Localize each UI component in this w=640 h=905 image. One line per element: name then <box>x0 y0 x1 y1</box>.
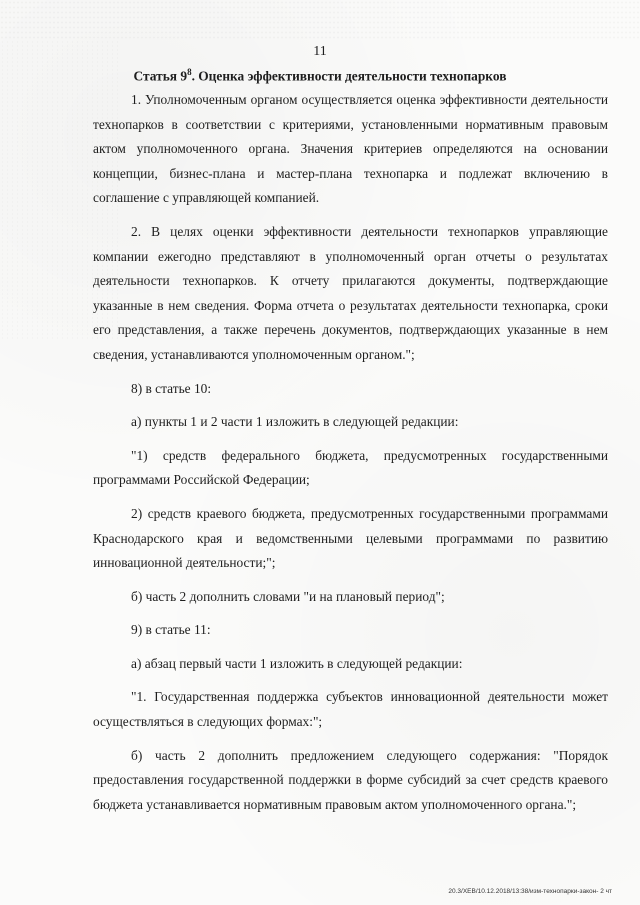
scan-noise-top <box>0 0 640 40</box>
article-heading-prefix: Статья 9 <box>133 68 188 84</box>
paragraph-3: 8) в статье 10: <box>131 380 212 396</box>
paragraph-8: 9) в статье 11: <box>131 622 211 638</box>
article-heading-superscript: 8 <box>187 67 192 77</box>
paragraph-4: а) пункты 1 и 2 части 1 изложить в следующей редакции: <box>131 414 459 430</box>
paragraph-5: "1) средств федерального бюджета, предусмотренных государственными программами Российской Федерации; <box>93 447 608 488</box>
paragraph-1: 1. Уполномоченным органом осуществляется оценка эффективности деятельности технопарков в соответствии с критериями, установленными нормативным правовым актом уполномоченного органа. Значения критериев определяются на основании концепции, бизнес-плана и мастер-плана технопарка и подлежат включению в соглашение с управляющей компанией. <box>93 92 608 206</box>
footer-reference: 20.3/ХЕВ/10.12.2018/13:38/изм-технопарки-закон- 2 чт <box>448 888 612 895</box>
paragraph-9: а) абзац первый части 1 изложить в следующей редакции: <box>131 655 463 671</box>
article-heading <box>0 67 640 84</box>
paragraph-2: 2. В целях оценки эффективности деятельности технопарков управляющие компании ежегодно представляют в уполномоченный орган отчеты о результатах деятельности технопарков. К отчету прилагаются документы, подтверждающие указанные в нем сведения. Форма отчета о результатах деятельности технопарка, сроки его представления, а также перечень документов, подтверждающих указанные в нем сведения, устанавливаются уполномоченным органом."; <box>93 223 608 362</box>
paragraph-6: 2) средств краевого бюджета, предусмотренных государственными программами Краснодарского края и ведомственными целевыми программами по развитию инновационной деятельности;"; <box>93 505 608 571</box>
article-heading-title: . Оценка эффективности деятельности технопарков <box>191 68 507 84</box>
paragraph-11: б) часть 2 дополнить предложением следующего содержания: "Порядок предоставления государственной поддержки в форме субсидий за счет средств краевого бюджета устанавливается нормативным правовым актом уполномоченного органа."; <box>93 747 608 812</box>
paragraph-10: "1. Государственная поддержка субъектов инновационной деятельности может осуществляться в следующих формах:"; <box>93 689 608 730</box>
page-number: 11 <box>313 44 327 59</box>
document-body <box>93 88 608 817</box>
paragraph-7: б) часть 2 дополнить словами "и на плановый период"; <box>131 588 445 604</box>
